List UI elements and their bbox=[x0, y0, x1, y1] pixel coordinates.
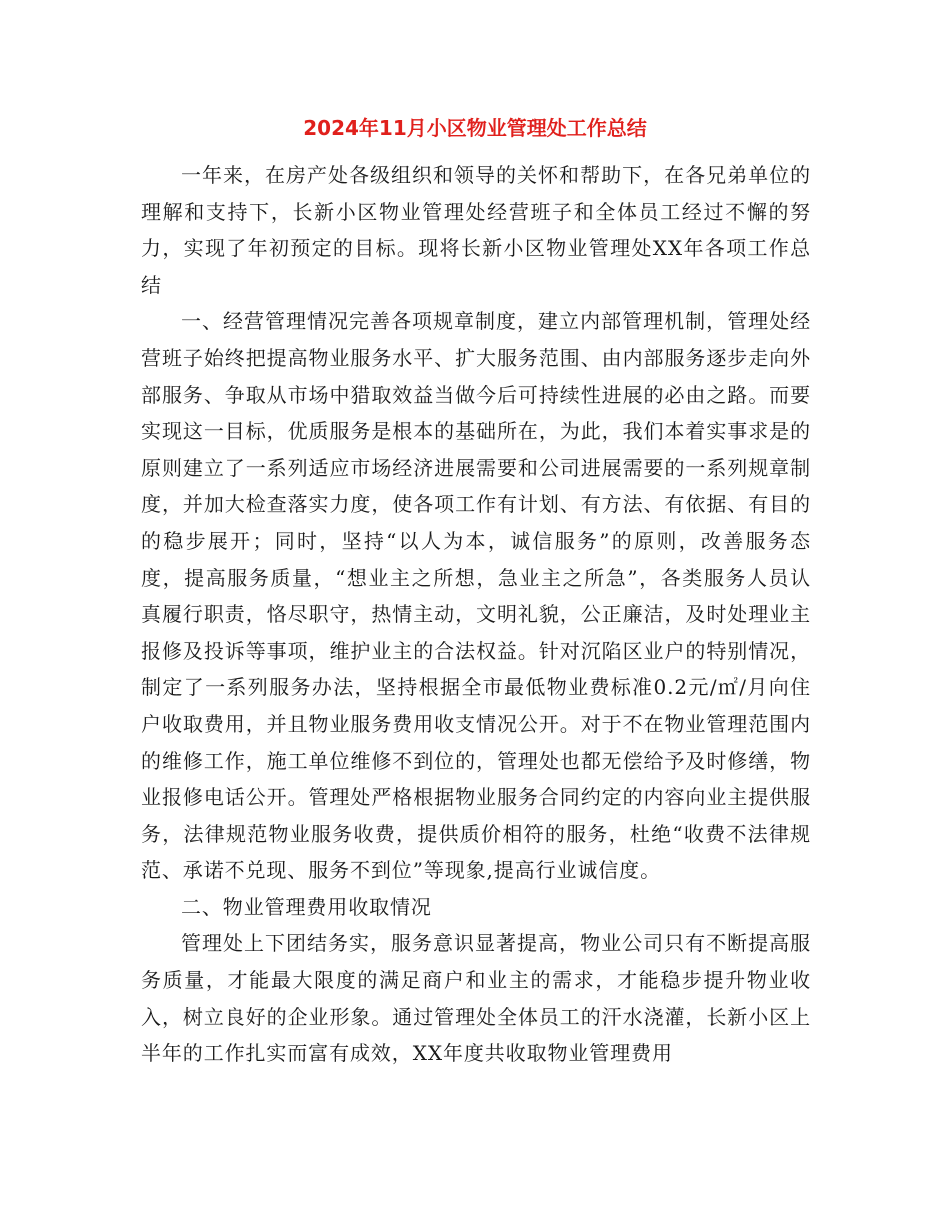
paragraph-section-2: 管理处上下团结务实，服务意识显著提高，物业公司只有不断提高服务质量，才能最大限度的满足商户和业主的需求，才能稳步提升物业收入，树立良好的企业形象。通过管理处全体员工的汗水浇灌，长新小区上半年的工作扎实而富有成效，XX年度共收取物业管理费用 bbox=[141, 931, 811, 1066]
document-body bbox=[141, 157, 811, 1072]
document-title: 2024年11月小区物业管理处工作总结 bbox=[303, 116, 647, 140]
paragraph-section-1: 一、经营管理情况完善各项规章制度，建立内部管理机制，管理处经营班子始终把提高物业服务水平、扩大服务范围、由内部服务逐步走向外部服务、争取从市场中猎取效益当做今后可持续性进展的必由之路。而要实现这一目标，优质服务是根本的基础所在，为此，我们本着实事求是的原则建立了一系列适应市场经济进展需要和公司进展需要的一系列规章制度，并加大检查落实力度，使各项工作有计划、有方法、有依据、有目的的稳步展开；同时，坚持“以人为本，诚信服务”的原则，改善服务态度，提高服务质量，“想业主之所想，急业主之所急”，各类服务人员认真履行职责，恪尽职守，热情主动，文明礼貌，公正廉洁，及时处理业主报修及投诉等事项，维护业主的合法权益。针对沉陷区业户的特别情况，制定了一系列服务办法，坚持根据全市最低物业费标准0.2元/㎡/月向住户收取费用，并且物业服务费用收支情况公开。对于不在物业管理范围内的维修工作，施工单位维修不到位的，管理处也都无偿给予及时修缮，物业报修电话公开。管理处严格根据物业服务合同约定的内容向业主提供服务，法律规范物业服务收费，提供质价相符的服务，杜绝“收费不法律规范、承诺不兑现、服务不到位”等现象,提高行业诚信度。 bbox=[141, 309, 811, 883]
section-heading-2: 二、物业管理费用收取情况 bbox=[181, 894, 432, 919]
paragraph-intro: 一年来，在房产处各级组织和领导的关怀和帮助下，在各兄弟单位的理解和支持下，长新小区物业管理处经营班子和全体员工经过不懈的努力，实现了年初预定的目标。现将长新小区物业管理处XX年各项工作总结 bbox=[141, 163, 811, 297]
